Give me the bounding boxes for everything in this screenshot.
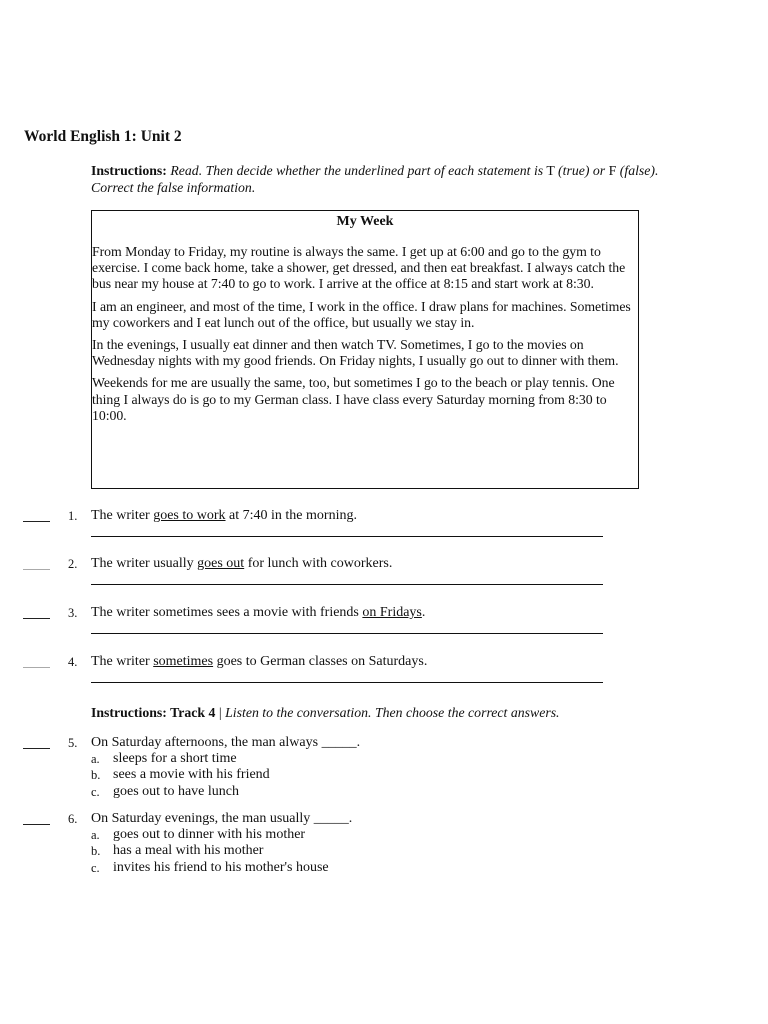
instructions-track bbox=[91, 704, 651, 721]
question-number: 2. bbox=[68, 557, 78, 571]
instructions-text-a: Read. Then decide whether the underlined part of each statement is bbox=[170, 163, 544, 178]
correction-line[interactable] bbox=[91, 682, 603, 683]
question-number: 1. bbox=[68, 509, 78, 523]
fill-blank: _____ bbox=[313, 811, 349, 826]
question-text: On Saturday evenings, the man usually _____. bbox=[91, 811, 353, 826]
reading-paragraph: I am an engineer, and most of the time, I work in the office. I draw plans for machines. Sometimes my coworkers and I eat lunch out of the office, but usually we stay in. bbox=[92, 298, 631, 330]
underlined-part: goes to work bbox=[153, 508, 226, 523]
instructions-text-b: (false). Correct the false information. bbox=[91, 163, 659, 195]
reading-title: My Week bbox=[336, 214, 394, 229]
question-text: The writer sometimes sees a movie with friends on Fridays. bbox=[91, 605, 426, 620]
instructions-read bbox=[91, 162, 671, 196]
instructions-label: Instructions: Track 4 bbox=[91, 705, 216, 720]
answer-blank[interactable] bbox=[23, 824, 50, 825]
underlined-part: goes out bbox=[197, 556, 245, 571]
correction-line[interactable] bbox=[91, 536, 603, 537]
separator: | bbox=[218, 705, 222, 720]
reading-paragraph: In the evenings, I usually eat dinner and then watch TV. Sometimes, I go to the movies on Wednesday nights with my good friends. On Friday nights, I usually go out to dinner with them. bbox=[92, 337, 619, 369]
reading-box bbox=[91, 210, 639, 489]
fill-blank: _____ bbox=[321, 735, 357, 750]
instructions-label: Instructions: bbox=[91, 163, 167, 178]
question-text: The writer usually goes out for lunch with coworkers. bbox=[91, 556, 393, 571]
answer-blank[interactable] bbox=[23, 569, 50, 570]
answer-blank[interactable] bbox=[23, 748, 50, 749]
page-title: World English 1: Unit 2 bbox=[24, 128, 182, 145]
or-text: or bbox=[592, 163, 606, 178]
question-number: 5. bbox=[68, 736, 78, 750]
answer-blank[interactable] bbox=[23, 521, 50, 522]
correction-line[interactable] bbox=[91, 584, 603, 585]
question-text: The writer goes to work at 7:40 in the morning. bbox=[91, 508, 357, 523]
underlined-part: sometimes bbox=[153, 654, 214, 669]
correction-line[interactable] bbox=[91, 633, 603, 634]
question-text: The writer sometimes goes to German classes on Saturdays. bbox=[91, 654, 428, 669]
reading-paragraph: Weekends for me are usually the same, too, but sometimes I go to the beach or play tennis. One thing I always do is go to my German class. I have class every Saturday morning from 8:30 to 10:00. bbox=[92, 375, 615, 423]
question-text: On Saturday afternoons, the man always _____. bbox=[91, 735, 361, 750]
underlined-part: on Fridays bbox=[362, 605, 422, 620]
false-letter: F bbox=[608, 163, 617, 178]
question-number: 3. bbox=[68, 606, 78, 620]
answer-blank[interactable] bbox=[23, 667, 50, 668]
instructions-text: Listen to the conversation. Then choose the correct answers. bbox=[225, 705, 560, 720]
true-text: (true) bbox=[558, 163, 590, 178]
question-number: 4. bbox=[68, 655, 78, 669]
question-number: 6. bbox=[68, 812, 78, 826]
reading-paragraph: From Monday to Friday, my routine is always the same. I get up at 6:00 and go to the gym to exercise. I come back home, take a shower, get dressed, and then eat breakfast. I always catch the bus near my house at 7:40 to go to work. I arrive at the office at 8:15 and start work at 8:30. bbox=[92, 244, 626, 292]
true-letter: T bbox=[546, 163, 555, 178]
answer-blank[interactable] bbox=[23, 618, 50, 619]
